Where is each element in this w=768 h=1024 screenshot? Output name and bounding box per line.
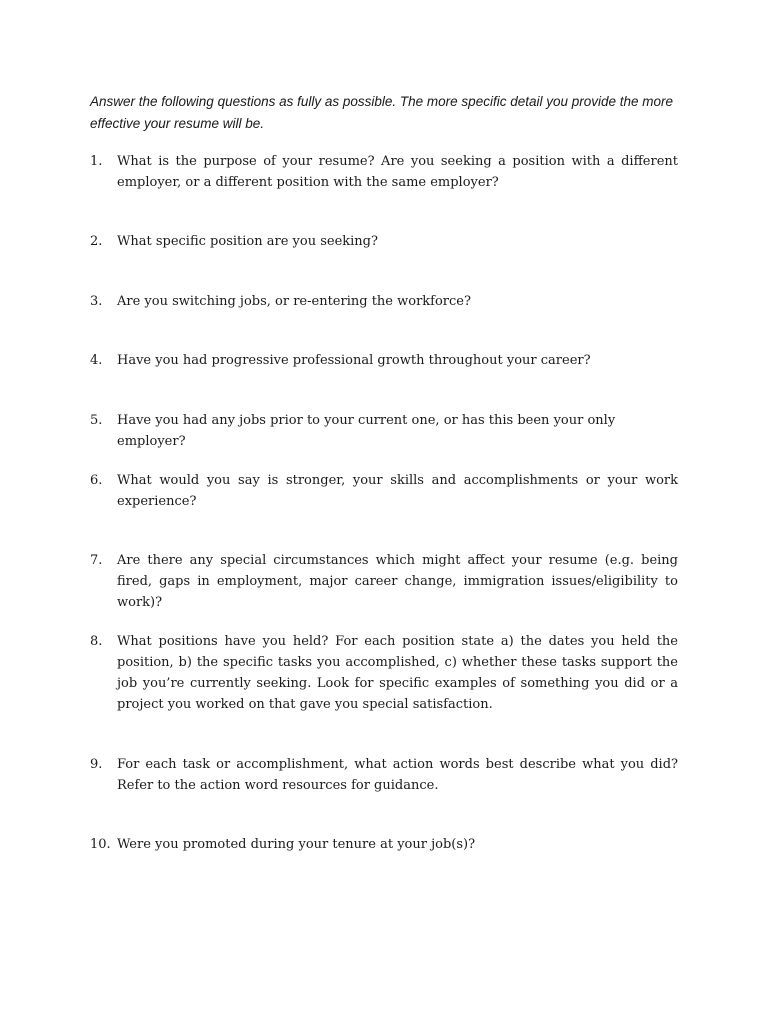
question-text: Are there any special circumstances which might affect your resume (e.g. being fired, gaps in employment, major career change, immigration issues/eligibility to work)? <box>117 553 678 610</box>
question-text: Have you had progressive professional growth throughout your career? <box>117 353 591 368</box>
question-number: 8. <box>90 634 103 649</box>
question-text: What would you say is stronger, your skills and accomplishments or your work experience? <box>117 473 678 509</box>
question-number: 1. <box>90 154 103 169</box>
instructions-intro: Answer the following questions as fully as possible. The more specific detail you provide the more effective your resume will be. <box>90 94 674 131</box>
question-number: 5. <box>90 413 103 428</box>
question-text: What is the purpose of your resume? Are you seeking a position with a different employer, or a different position with the same employer? <box>117 154 678 190</box>
question-number: 7. <box>90 553 103 568</box>
question-text: For each task or accomplishment, what action words best describe what you did? Refer to the action word resources for guidance. <box>117 757 678 793</box>
question-5 <box>90 410 678 452</box>
question-number: 3. <box>90 294 103 309</box>
question-number: 9. <box>90 757 103 772</box>
question-3 <box>90 291 678 312</box>
question-text: Were you promoted during your tenure at your job(s)? <box>117 837 476 852</box>
question-number: 6. <box>90 473 103 488</box>
question-number: 4. <box>90 353 103 368</box>
question-number: 10. <box>90 837 111 852</box>
question-1 <box>90 151 678 193</box>
question-6 <box>90 470 678 512</box>
question-text: What specific position are you seeking? <box>117 234 378 249</box>
question-8 <box>90 631 678 715</box>
question-text: Have you had any jobs prior to your current one, or has this been your only employer? <box>117 413 616 449</box>
question-text: Are you switching jobs, or re-entering the workforce? <box>117 294 471 309</box>
question-9 <box>90 754 678 796</box>
question-text: What positions have you held? For each position state a) the dates you held the position, b) the specific tasks you accomplished, c) whether these tasks support the job you’re currently seeking. Look for specific examples of something you did or a project you worked on that gave you special satisfaction. <box>117 634 678 712</box>
question-number: 2. <box>90 234 103 249</box>
question-10 <box>90 834 678 855</box>
question-7 <box>90 550 678 613</box>
question-2 <box>90 231 678 252</box>
question-4 <box>90 350 678 371</box>
